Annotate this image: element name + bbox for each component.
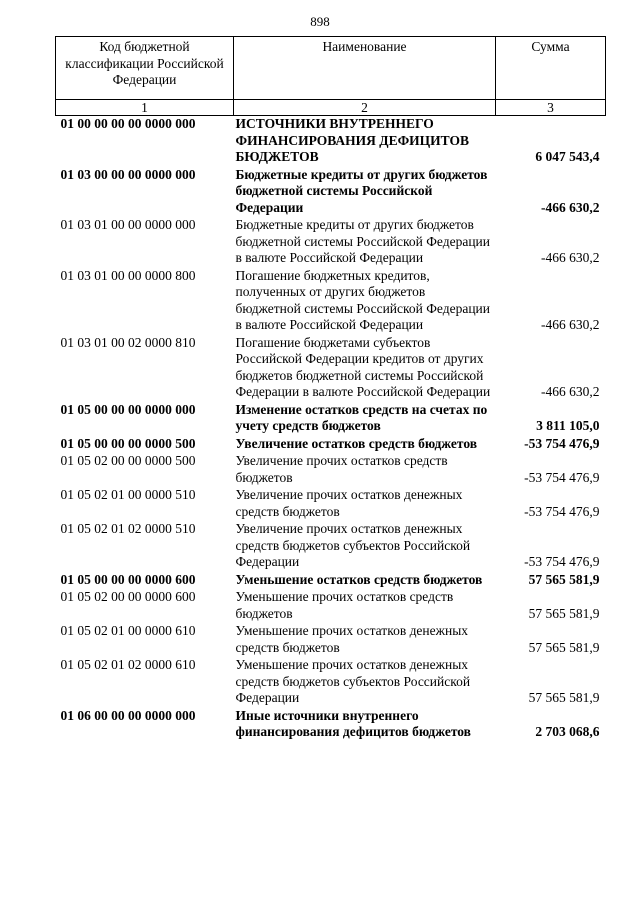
table-row [56,708,606,742]
row-code: 01 00 00 00 00 0000 000 [60,116,196,131]
row-amount: 57 565 581,9 [528,571,600,587]
row-name: Увеличение остатков средств бюджетов [235,435,478,451]
row-amount: 57 565 581,9 [528,690,600,705]
row-amount: -466 630,2 [541,250,600,265]
row-code: 01 05 00 00 00 0000 500 [60,435,196,451]
table-row [56,268,606,335]
row-amount: 57 565 581,9 [528,639,600,655]
row-code: 01 05 02 01 00 0000 510 [60,487,196,502]
header-code: Код бюджетной классификации Российской Федерации [56,37,234,100]
table-row [56,167,606,218]
row-amount: 3 811 105,0 [536,418,600,433]
row-amount: 57 565 581,9 [528,605,600,621]
header-name: Наименование [234,37,496,100]
row-code: 01 03 01 00 00 0000 000 [60,217,196,232]
row-code: 01 06 00 00 00 0000 000 [60,707,196,723]
row-amount: -466 630,2 [541,199,600,215]
page-number: 898 [310,14,330,29]
row-amount: -53 754 476,9 [524,435,600,451]
row-code: 01 03 01 00 02 0000 810 [60,334,196,350]
column-number-2: 2 [234,100,496,116]
table-row [56,521,606,572]
row-code: 01 05 02 01 00 0000 610 [60,623,196,638]
row-name: Уменьшение прочих остатков денежных средств бюджетов [235,623,469,655]
table-row [56,436,606,454]
row-name: Бюджетные кредиты от других бюджетов бюджетной системы Российской Федерации [235,166,488,215]
table-row [56,657,606,708]
row-code: 01 05 02 01 02 0000 510 [60,521,196,536]
table-row [56,487,606,521]
row-name: Уменьшение прочих остатков денежных средств бюджетов субъектов Российской Федерации [235,657,471,705]
header-amount: Сумма [496,37,606,100]
table-row [56,572,606,590]
table-row [56,623,606,657]
sources-table [55,36,606,742]
row-name: Увеличение прочих остатков денежных средств бюджетов субъектов Российской Федерации [235,521,471,569]
column-number-row [56,100,606,116]
row-name: Погашение бюджетных кредитов, полученных от других бюджетов бюджетной системы Российской Федерации в валюте Российской Федерации [235,267,491,332]
row-name: Изменение остатков средств на счетах по учету средств бюджетов [235,401,488,433]
row-name: Уменьшение прочих остатков средств бюджетов [235,589,454,621]
table-body [56,116,606,742]
row-amount: 6 047 543,4 [535,149,600,164]
row-amount: -466 630,2 [541,317,600,332]
row-code: 01 05 02 00 00 0000 600 [60,589,196,604]
row-amount: 2 703 068,6 [535,724,600,739]
row-name: Уменьшение остатков средств бюджетов [235,571,483,587]
row-name: Увеличение прочих остатков денежных средств бюджетов [235,487,463,519]
table-row [56,589,606,623]
table-row [56,335,606,402]
row-code: 01 03 00 00 00 0000 000 [60,166,196,182]
table-row [56,402,606,436]
row-name: ИСТОЧНИКИ ВНУТРЕННЕГО ФИНАНСИРОВАНИЯ ДЕФИЦИТОВ БЮДЖЕТОВ [235,116,470,164]
table-row [56,453,606,487]
table-row [56,116,606,167]
row-amount: -466 630,2 [541,384,600,399]
column-number-3: 3 [496,100,606,116]
row-name: Погашение бюджетами субъектов Российской Федерации кредитов от других бюджетов бюджетной системы Российской Федерации в валюте Российской Федерации [235,334,491,399]
row-code: 01 05 02 01 02 0000 610 [60,657,196,672]
row-code: 01 03 01 00 00 0000 800 [60,267,196,283]
table-row [56,217,606,268]
row-code: 01 05 00 00 00 0000 000 [60,401,196,417]
row-amount: -53 754 476,9 [524,503,600,519]
row-code: 01 05 02 00 00 0000 500 [60,453,196,468]
row-name: Иные источники внутреннего финансирования дефицитов бюджетов [235,707,471,739]
row-name: Увеличение прочих остатков средств бюджетов [235,453,448,485]
table-header-row [56,37,606,100]
row-amount: -53 754 476,9 [524,554,600,569]
column-number-1: 1 [56,100,234,116]
row-code: 01 05 00 00 00 0000 600 [60,571,196,587]
row-amount: -53 754 476,9 [524,469,600,485]
row-name: Бюджетные кредиты от других бюджетов бюджетной системы Российской Федерации в валюте Российской Федерации [235,217,491,265]
